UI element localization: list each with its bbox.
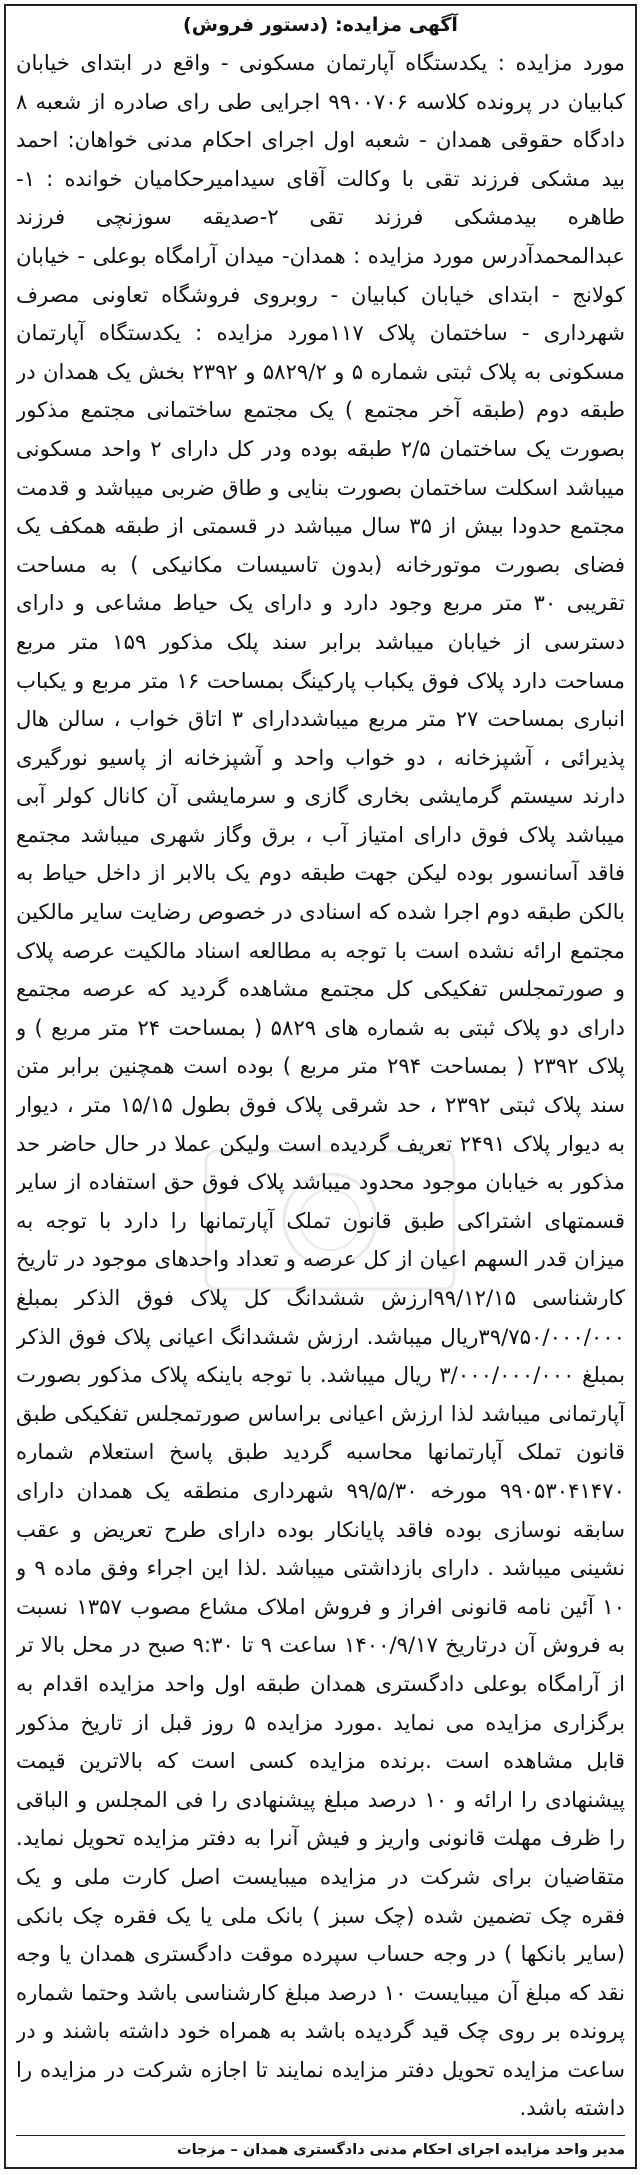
notice-body: مورد مزایده : یکدستگاه آپارتمان مسکونی - واقع در ابتدای خیابان کبابیان در پرونده کلاسه ۹۹۰۰۷۰۶ اجرایی طی رای صادره از شعبه ۸ دادگاه حقوقی همدان - شعبه اول اجرای احکام مدنی خواهان: احمد بید مشکی فرزند تقی با وکالت آقای سیدامیرحکامیان خوانده : ۱- طاهره بیدمشکی فرزند تقی ۲-صدیقه سوزنچی فرزند عبدالمحمدآدرس مورد مزایده : همدان- میدان آرامگاه بوعلی - خیابان کولانج - ابتدای خیابان کبابیان - روبروی فروشگاه تعاونی مصرف شهرداری - ساختمان پلاک ۱۱۷مورد مزایده : یکدستگاه آپارتمان مسکونی به پلاک ثبتی شماره ۵ و ۵۸۲۹/۲ و ۲۳۹۲ بخش یک همدان در طبقه دوم (طبقه آخر مجتمع ) یک مجتمع ساختمانی مجتمع مذکور بصورت یک ساختمان ۲/۵ طبقه بوده ودر کل دارای ۲ واحد مسکونی میباشد اسکلت ساختمان بصورت بنایی و طاق ضربی میباشد و قدمت مجتمع حدودا بیش از ۳۵ سال میباشد در قسمتی از طبقه همکف یک فضای بصورت موتورخانه (بدون تاسیسات مکانیکی ) به مساحت تقریبی ۳۰ متر مربع وجود دارد و دارای یک حیاط مشاعی و دارای دسترسی از خیابان میباشد برابر سند پلک مذکور ۱۵۹ متر مربع مساحت دارد پلاک فوق یکباب پارکینگ بمساحت ۱۶ متر مربع و یکباب انباری بمساحت ۲۷ متر مربع میباشددارای ۳ اتاق خواب ، سالن هال پذیرائی ، آشپزخانه ، دو خواب واحد و آشپزخانه از پاسیو نورگیری دارند سیستم گرمایشی بخاری گازی و سرمایشی آن کانال کولر آبی میباشد پلاک فوق دارای امتیاز آب ، برق وگاز شهری میباشد مجتمع فاقد آسانسور بوده لیکن جهت طبقه دوم یک بالابر از داخل حیاط به بالکن طبقه دوم اجرا شده که اسنادی در خصوص رضایت سایر مالکین مجتمع ارائه نشده است با توجه به مطالعه اسناد مالکیت عرصه پلاک و صورتمجلس تفکیکی کل مجتمع مشاهده گردید که عرصه مجتمع دارای دو پلاک ثبتی به شماره های ۵۸۲۹ ( بمساحت ۲۴ متر مربع ) و پلاک ۲۳۹۲ ( بمساحت ۲۹۴ متر مربع ) بوده است همچنین برابر متن سند پلاک ثبتی ۲۳۹۲ ، حد شرقی پلاک فوق بطول ۱۵/۱۵ متر ، دیوار به دیوار پلاک ۲۴۹۱ تعریف گردیده است ولیکن عملا در حال حاضر حد مذکور به خیابان موجود محدود میباشد پلاک فوق حق استفاده از سایر قسمتهای اشتراکی طبق قانون تملک آپارتمانها را دارد با توجه به میزان قدر السهم اعیان از کل عرصه و تعداد واحدهای موجود در تاریخ کارشناسی ۹۹/۱۲/۱۵ارزش ششدانگ کل پلاک فوق الذکر بمبلغ ۳۹/۷۵۰/۰۰۰/۰۰۰ریال میباشد. ارزش ششدانگ اعیانی پلاک فوق الذکر بمبلغ ۳/۰۰۰/۰۰۰/۰۰۰ ریال میباشد. با توجه باینکه پلاک مذکور بصورت آپارتمانی میباشد لذا ارزش اعیانی براساس صورتمجلس تفکیکی طبق قانون تملک آپارتمانها محاسبه گردید طبق پاسخ استعلام شماره ۹۹۰۵۳۰۴۱۴۷۰ مورخه ۹۹/۵/۳۰ شهرداری منطقه یک همدان دارای سابقه نوسازی بوده فاقد پایانکار بوده دارای طرح تعریض و عقب نشینی میباشد . دارای بازداشتی میباشد .لذا این اجراء وفق ماده ۹ و ۱۰ آئین نامه قانونی افراز و فروش املاک مشاع مصوب ۱۳۵۷ نسبت به فروش آن درتاریخ ۱۴۰۰/۹/۱۷ ساعت ۹ تا ۹:۳۰ صبح در محل بالا تر از آرامگاه بوعلی دادگستری همدان طبقه اول واحد مزایده اقدام به برگزاری مزایده می نماید .مورد مزایده ۵ روز قبل از تاریخ مذکور قابل مشاهده است .برنده مزایده کسی است که بالاترین قیمت پیشنهادی را ارائه و ۱۰ درصد مبلغ پیشنهادی را فی المجلس و الباقی را ظرف مهلت قانونی واریز و فیش آنرا به دفتر مزایده تحویل نماید. متقاضیان برای شرکت در مزایده میبایست اصل کارت ملی و یک فقره چک تضمین شده (چک سبز ) بانک ملی یا یک فقره چک بانکی (سایر بانکها ) در وجه حساب سپرده موقت دادگستری همدان یا وجه نقد که مبلغ آن میبایست ۱۰ درصد مبلغ کارشناسی باشد وحتما شماره پرونده بر روی چک قید گردیده باشد به همراه خود داشته باشند و در ساعت مزایده تحویل دفتر مزایده نمایند تا اجازه شرکت در مزایده را داشته باشد.	[16, 50, 625, 2121]
auction-notice	[4, 4, 637, 2169]
notice-title: آگهی مزایده: (دستور فروش)	[183, 14, 458, 36]
notice-footer-signature: مدیر واحد مزایده اجرای احکام مدنی دادگستری همدان – مزجات	[16, 2135, 625, 2163]
